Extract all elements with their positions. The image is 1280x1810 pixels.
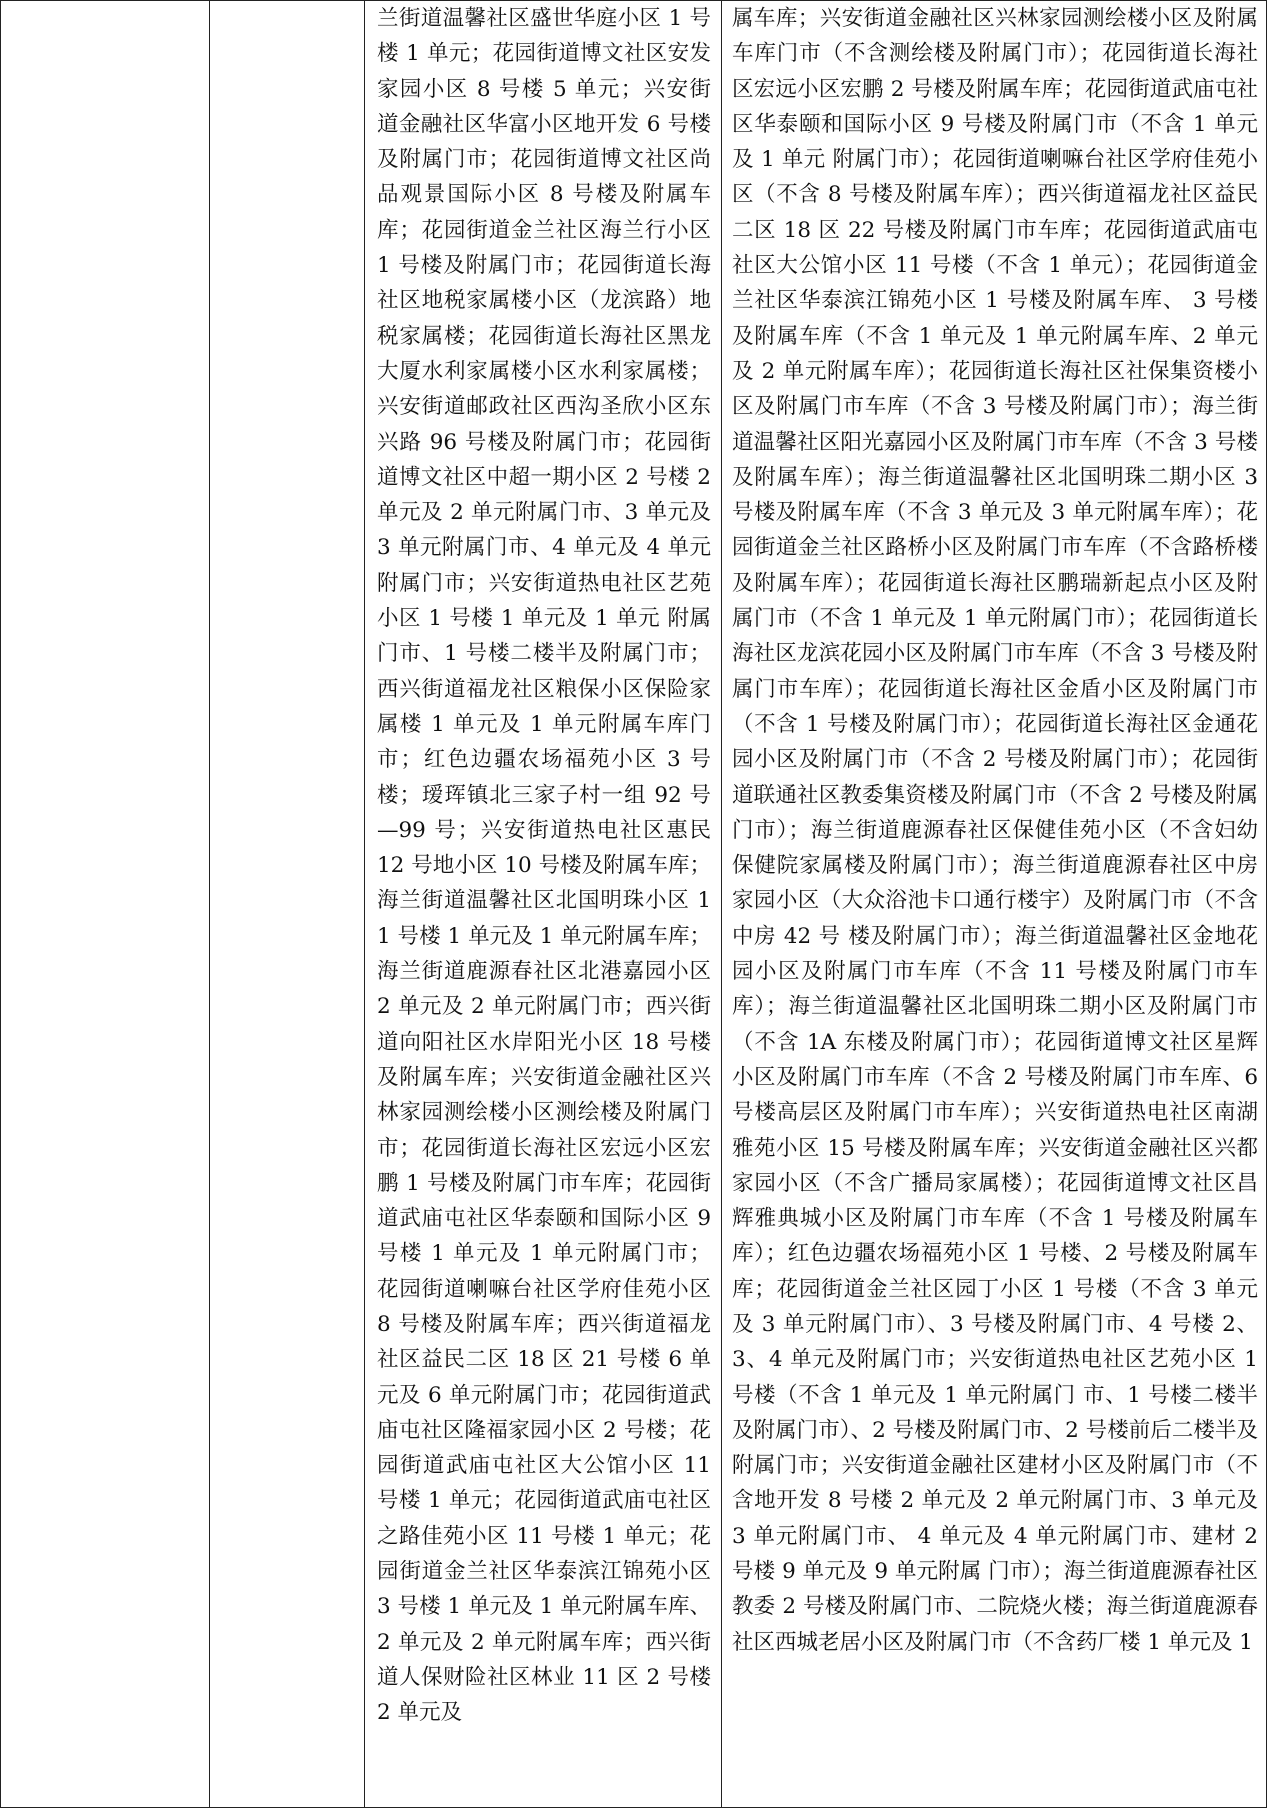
table-row [1, 1, 1267, 1808]
table-cell-4 [722, 1, 1267, 1808]
cell-4-text: 属车库；兴安街道金融社区兴林家园测绘楼小区及附属车库门市（不含测绘楼及附属门市）；花园街道长海社区宏远小区宏鹏 2 号楼及附属车库；花园街道武庙屯社区华泰颐和国际小区 9 号楼及附属门市（不含 1 单元及 1 单元 附属门市）；花园街道喇嘛台社区学府佳苑小区（不含 8 号楼及附属车库）；西兴街道福龙社区益民二区 18 区 22 号楼及附属门市车库；花园街道武庙屯社区大公馆小区 11 号楼（不含 1 单元）；花园街道金兰社区华泰滨江锦苑小区 1 号楼及附属车库、 3 号楼及附属车库（不含 1 单元及 1 单元附属车库、2 单元 及 2 单元附属车库）；花园街道长海社区社保集资楼小区及附属门市车库（不含 3 号楼及附属门市）；海兰街道温馨社区阳光嘉园小区及附属门市车库（不含 3 号楼及附属车库）；海兰街道温馨社区北国明珠二期小区 3 号楼及附属车库（不含 3 单元及 3 单元附属车库）；花园街道金兰社区路桥小区及附属门市车库（不含路桥楼及附属车库）；花园街道长海社区鹏瑞新起点小区及附属门市（不含 1 单元及 1 单元附属门市）；花园街道长海社区龙滨花园小区及附属门市车库（不含 3 号楼及附属门市车库）；花园街道长海社区金盾小区及附属门市（不含 1 号楼及附属门市）；花园街道长海社区金通花园小区及附属门市（不含 2 号楼及附属门市）；花园街道联通社区教委集资楼及附属门市（不含 2 号楼及附属门市）；海兰街道鹿源春社区保健佳苑小区（不含妇幼保健院家属楼及附属门市）；海兰街道鹿源春社区中房家园小区（大众浴池卡口通行楼宇）及附属门市（不含中房 42 号 楼及附属门市）；海兰街道温馨社区金地花园小区及附属门市车库（不含 11 号楼及附属门市车库）；海兰街道温馨社区北国明珠二期小区及附属门市（不含 1A 东楼及附属门市）；花园街道博文社区星辉小区及附属门市车库（不含 2 号楼及附属门市车库、6 号楼高层区及附属门市车库）；兴安街道热电社区南湖雅苑小区 15 号楼及附属车库；兴安街道金融社区兴都家园小区（不含广播局家属楼）；花园街道博文社区昌辉雅典城小区及附属门市车库（不含 1 号楼及附属车库）；红色边疆农场福苑小区 1 号楼、2 号楼及附属车库；花园街道金兰社区园丁小区 1 号楼（不含 3 单元及 3 单元附属门市）、3 号楼及附属门市、4 号楼 2、3、4 单元及附属门市；兴安街道热电社区艺苑小区 1 号楼（不含 1 单元及 1 单元附属门 市、1 号楼二楼半及附属门市）、2 号楼及附属门市、2 号楼前后二楼半及附属门市；兴安街道金融社区建材小区及附属门市（不含地开发 8 号楼 2 单元及 2 单元附属门市、3 单元及 3 单元附属门市、 4 单元及 4 单元附属门市、建材 2 号楼 9 单元及 9 单元附属 门市）；海兰街道鹿源春社区教委 2 号楼及附属门市、二院烧火楼；海兰街道鹿源春社区西城老居小区及附属门市（不含药厂楼 1 单元及 1 [732, 6, 1258, 1655]
table-cell-3 [365, 1, 722, 1808]
cell-3-text: 兰街道温馨社区盛世华庭小区 1 号楼 1 单元；花园街道博文社区安发家园小区 8 号楼 5 单元；兴安街道金融社区华富小区地开发 6 号楼及附属门市；花园街道博文社区尚品观景国际小区 8 号楼及附属车库；花园街道金兰社区海兰行小区 1 号楼及附属门市；花园街道长海社区地税家属楼小区（龙滨路）地税家属楼；花园街道长海社区黑龙大厦水利家属楼小区水利家属楼；兴安街道邮政社区西沟圣欣小区东兴路 96 号楼及附属门市；花园街道博文社区中超一期小区 2 号楼 2 单元及 2 单元附属门市、3 单元及 3 单元附属门市、4 单元及 4 单元附属门市；兴安街道热电社区艺苑小区 1 号楼 1 单元及 1 单元 附属门市、1 号楼二楼半及附属门市；西兴街道福龙社区粮保小区保险家属楼 1 单元及 1 单元附属车库门市；红色边疆农场福苑小区 3 号楼；瑷珲镇北三家子村一组 92 号—99 号；兴安街道热电社区惠民 12 号地小区 10 号楼及附属车库；海兰街道温馨社区北国明珠小区 11 号楼 1 单元及 1 单元附属车库；海兰街道鹿源春社区北港嘉园小区 2 单元及 2 单元附属门市；西兴街道向阳社区水岸阳光小区 18 号楼及附属车库；兴安街道金融社区兴林家园测绘楼小区测绘楼及附属门市；花园街道长海社区宏远小区宏鹏 1 号楼及附属门市车库；花园街道武庙屯社区华泰颐和国际小区 9 号楼 1 单元及 1 单元附属门市；花园街道喇嘛台社区学府佳苑小区 8 号楼及附属车库；西兴街道福龙社区益民二区 18 区 21 号楼 6 单元及 6 单元附属门市；花园街道武庙屯社区隆福家园小区 2 号楼；花园街道武庙屯社区大公馆小区 11 号楼 1 单元；花园街道武庙屯社区之路佳苑小区 11 号楼 1 单元；花园街道金兰社区华泰滨江锦苑小区 3 号楼 1 单元及 1 单元附属车库、2 单元及 2 单元附属车库；西兴街道人保财险社区林业 11 区 2 号楼 2 单元及 [377, 6, 711, 1726]
table-cell-1 [1, 1, 210, 1808]
table-cell-2 [210, 1, 365, 1808]
